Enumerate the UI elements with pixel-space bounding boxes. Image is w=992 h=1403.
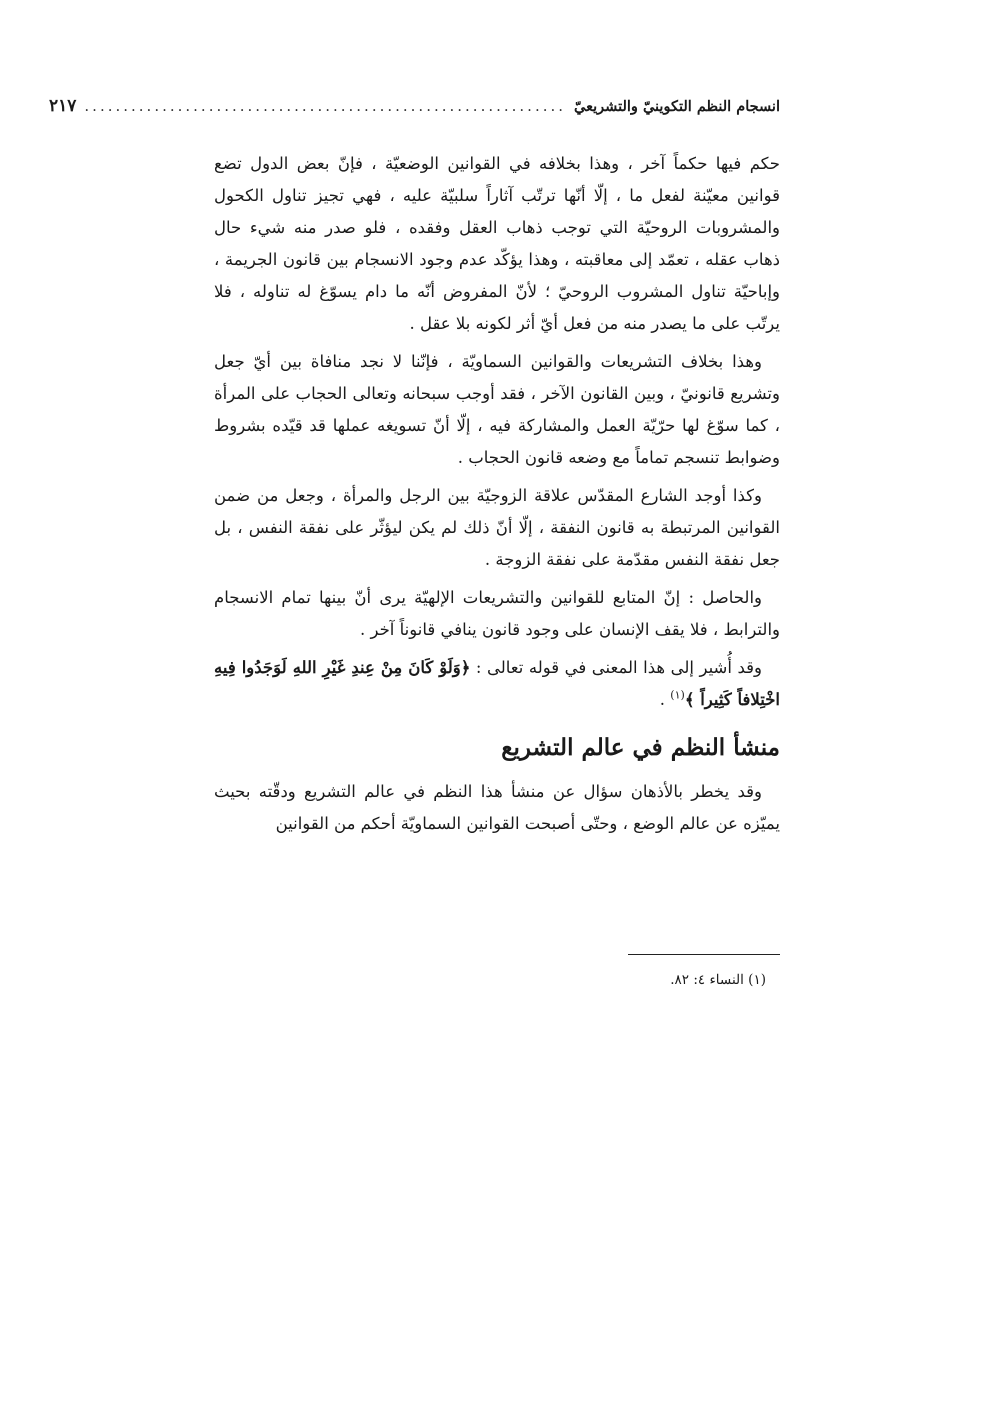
section-paragraph: وقد يخطر بالأذهان سؤال عن منشأ هذا النظم في عالم التشريع ودقّته بحيث يميّزه عن عالم الوضع ، وحتّى أصبحت القوانين السماويّة أحكم من القوانين	[214, 782, 780, 833]
paragraph-4: والحاصل : إنّ المتابع للقوانين والتشريعات الإلهيّة يرى أنّ بينها تمام الانسجام والترابط ، فلا يقف الإنسان على وجود قانون ينافي قانوناً آخر .	[214, 588, 780, 639]
quran-verse: ﴿وَلَوْ كَانَ مِنْ عِندِ غَيْرِ اللهِ لَوَجَدُوا فِيهِ اخْتِلافاً كَثِيراً ﴾	[214, 658, 780, 709]
paragraph-3: وكذا أوجد الشارع المقدّس علاقة الزوجيّة بين الرجل والمرأة ، وجعل من ضمن القوانين المرتبطة به قانون النفقة ، إلّا أنّ ذلك لم يكن ليؤثّر على نفقة النفس ، بل جعل نفقة النفس مقدّمة على نفقة الزوجة .	[214, 486, 780, 569]
quran-intro: وقد أُشير إلى هذا المعنى في قوله تعالى :	[470, 658, 762, 677]
footnote-ref[interactable]: (١)	[670, 688, 685, 702]
page-number: ٢١٧	[49, 96, 77, 116]
dot-leader: ..............................................................	[84, 97, 567, 115]
running-head	[49, 96, 780, 128]
paragraph-1: حكم فيها حكماً آخر ، وهذا بخلافه في القوانين الوضعيّة ، فإنّ بعض الدول تضع قوانين معيّنة لفعل ما ، إلّا أنّها ترتّب آثاراً سلبيّة عليه ، فهي تجيز تناول الكحول والمشروبات الروحيّة التي توجب ذهاب العقل وفقده ، فلو صدر منه شيء حال ذهاب عقله ، تعمّد إلى معاقبته ، وهذا يؤكّد عدم وجود الانسجام بين قانون الجريمة ، وإباحيّة تناول المشروب الروحيّ ؛ لأنّ المفروض أنّه ما دام يسوّغ له تناوله ، فلا يرتّب على ما يصدر منه من فعل أيّ أثر لكونه بلا عقل .	[214, 154, 780, 333]
book-page	[49, 96, 780, 988]
footnote-divider	[628, 954, 780, 955]
section-heading: منشأ النظم في عالم التشريع	[501, 734, 780, 761]
body-text	[214, 148, 780, 840]
quran-end: .	[659, 690, 671, 709]
footnote: (١) النساء ٤: ٨٢.	[670, 972, 766, 988]
paragraph-2: وهذا بخلاف التشريعات والقوانين السماويّة ، فإنّنا لا نجد منافاة بين أيّ جعل وتشريع قانونيّ ، وبين القانون الآخر ، فقد أوجب سبحانه وتعالى الحجاب على المرأة ، كما سوّغ لها حرّيّة العمل والمشاركة فيه ، إلّا أنّ تسويغه عملها قد قيّده بشروط وضوابط تنسجم تماماً مع وضعه قانون الحجاب .	[214, 352, 780, 467]
chapter-title: انسجام النظم التكوينيّ والتشريعيّ	[574, 98, 780, 115]
quran-paragraph	[214, 652, 780, 716]
